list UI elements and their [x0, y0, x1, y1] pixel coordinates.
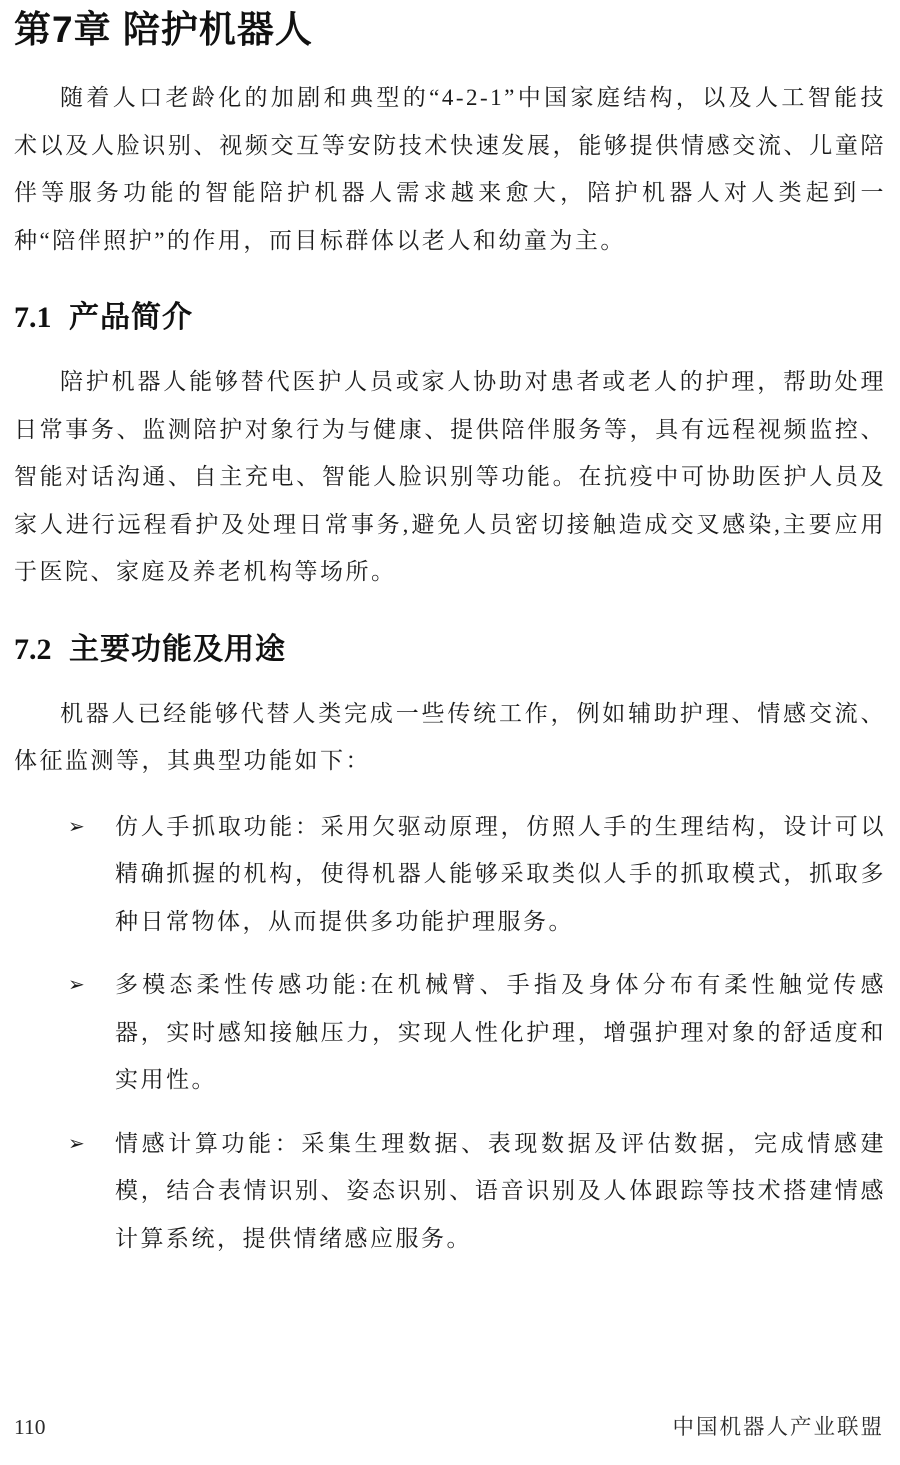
- section-7-1-paragraph: 陪护机器人能够替代医护人员或家人协助对患者或老人的护理，帮助处理日常事务、监测陪护对象行为与健康、提供陪伴服务等，具有远程视频监控、智能对话沟通、自主充电、智能人脸识别等功能。在抗疫中可协助医护人员及家人进行远程看护及处理日常事务,避免人员密切接触造成交叉感染,主要应用于医院、家庭及养老机构等场所。: [14, 369, 886, 584]
- chapter-title: 第7章 陪护机器人: [14, 9, 313, 50]
- list-item-flexible-sensing: [14, 961, 886, 1104]
- footer-organization: 中国机器人产业联盟: [672, 1415, 884, 1439]
- list-item-affective-computing: [14, 1120, 886, 1263]
- intro-paragraph: 随着人口老龄化的加剧和典型的“4-2-1”中国家庭结构，以及人工智能技术以及人脸识别、视频交互等安防技术快速发展，能够提供情感交流、儿童陪伴等服务功能的智能陪护机器人需求越来愈大，陪护机器人对人类起到一种“陪伴照护”的作用，而目标群体以老人和幼童为主。: [14, 85, 886, 253]
- list-item-hand-grasp: [14, 803, 886, 946]
- section-7-2-paragraph: 机器人已经能够代替人类完成一些传统工作，例如辅助护理、情感交流、体征监测等，其典型功能如下：: [14, 700, 886, 773]
- section-7-2-number: 7.2: [14, 632, 52, 666]
- list-item-text: 仿人手抓取功能：采用欠驱动原理，仿照人手的生理结构，设计可以精确抓握的机构，使得机器人能够采取类似人手的抓取模式，抓取多种日常物体，从而提供多功能护理服务。: [115, 813, 886, 934]
- arrow-bullet-icon: ➢: [68, 972, 85, 996]
- page-number: 110: [14, 1415, 46, 1439]
- arrow-bullet-icon: ➢: [68, 813, 85, 838]
- section-7-1-heading: [14, 298, 886, 338]
- list-item-text: 情感计算功能：采集生理数据、表现数据及评估数据，完成情感建模，结合表情识别、姿态识别、语音识别及人体跟踪等技术搭建情感计算系统，提供情绪感应服务。: [115, 1130, 886, 1251]
- section-7-2-title: 主要功能及用途: [69, 632, 286, 666]
- feature-list: [14, 803, 886, 1263]
- section-7-2-heading: [14, 630, 886, 670]
- arrow-bullet-icon: ➢: [68, 1130, 85, 1155]
- list-item-text: 多模态柔性传感功能:在机械臂、手指及身体分布有柔性触觉传感器，实时感知接触压力，实现人性化护理，增强护理对象的舒适度和实用性。: [115, 972, 886, 1092]
- section-7-1-number: 7.1: [14, 301, 52, 334]
- section-7-1-title: 产品简介: [69, 301, 193, 334]
- page-footer: [14, 1410, 884, 1441]
